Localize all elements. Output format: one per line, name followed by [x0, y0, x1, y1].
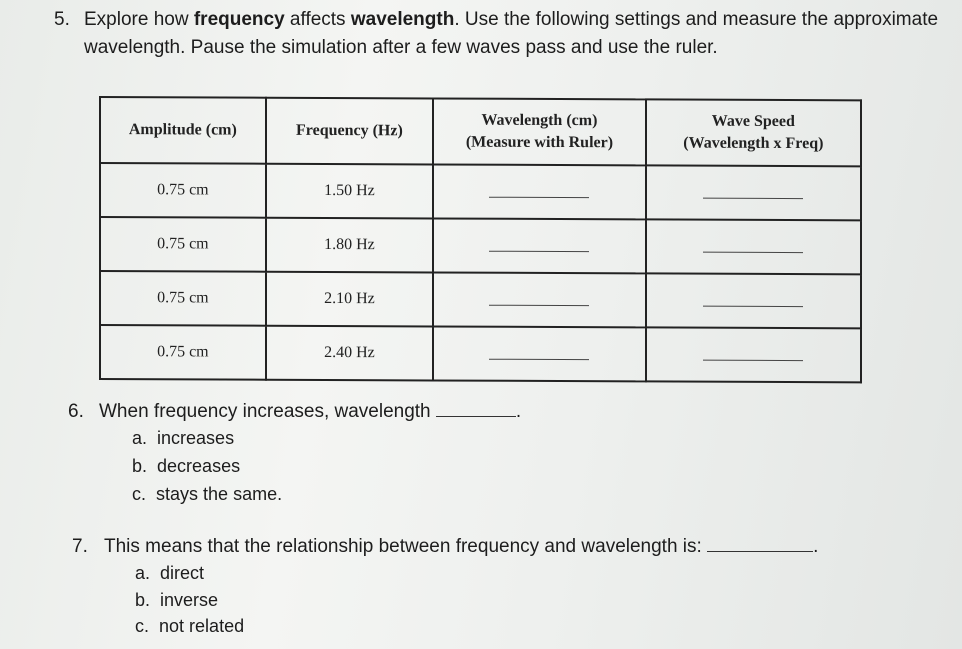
answer-blank[interactable] — [703, 182, 803, 199]
question-6-option-c[interactable]: c. stays the same. — [132, 484, 283, 504]
keyword-wavelength: wavelength — [350, 9, 455, 30]
question-7-option-a[interactable]: a. direct — [135, 563, 205, 583]
question-7-option-b[interactable]: b. inverse — [135, 590, 219, 610]
answer-blank[interactable] — [489, 235, 589, 252]
question-6-number: 6. — [68, 401, 84, 422]
keyword-frequency: frequency — [193, 9, 285, 30]
wavelength-answer-cell[interactable] — [433, 164, 646, 219]
table-row — [100, 325, 861, 382]
table-row — [100, 217, 861, 274]
header-frequency: Frequency (Hz) — [266, 98, 433, 165]
question-5-number: 5. — [54, 9, 70, 30]
answer-blank[interactable] — [489, 289, 589, 306]
frequency-cell: 2.40 Hz — [266, 326, 433, 381]
header-wave-speed: Wave Speed (Wavelength x Freq) — [646, 99, 861, 166]
answer-blank[interactable] — [703, 290, 803, 307]
answer-blank[interactable] — [707, 537, 813, 552]
amplitude-cell: 0.75 cm — [100, 163, 266, 218]
amplitude-cell: 0.75 cm — [100, 217, 266, 272]
answer-blank[interactable] — [489, 343, 589, 360]
wavelength-answer-cell[interactable] — [433, 272, 646, 327]
frequency-cell: 1.50 Hz — [266, 164, 433, 219]
question-7-option-c[interactable]: c. not related — [135, 616, 245, 636]
question-6-option-a[interactable]: a. increases — [132, 428, 235, 448]
answer-blank[interactable] — [489, 181, 589, 198]
wavelength-answer-cell[interactable] — [433, 326, 646, 381]
header-amplitude: Amplitude (cm) — [100, 97, 266, 164]
frequency-cell: 1.80 Hz — [266, 218, 433, 273]
answer-blank[interactable] — [703, 236, 803, 253]
question-6-option-b[interactable]: b. decreases — [132, 456, 241, 476]
wave-speed-answer-cell[interactable] — [646, 273, 861, 328]
wavelength-answer-cell[interactable] — [433, 218, 646, 273]
header-wavelength: Wavelength (cm) (Measure with Ruler) — [433, 98, 646, 165]
table-row — [100, 163, 861, 220]
answer-blank[interactable] — [703, 344, 803, 361]
wave-speed-answer-cell[interactable] — [646, 165, 861, 220]
frequency-cell: 2.10 Hz — [266, 272, 433, 327]
amplitude-cell: 0.75 cm — [100, 271, 266, 326]
question-7-text: This means that the relationship between frequency and wavelength is: . — [104, 536, 819, 557]
question-6-text: When frequency increases, wavelength . — [99, 401, 522, 422]
table-row — [100, 271, 861, 328]
frequency-wavelength-table — [99, 96, 862, 383]
answer-blank[interactable] — [436, 402, 516, 417]
question-7-number: 7. — [72, 536, 88, 557]
wave-speed-answer-cell[interactable] — [646, 327, 861, 382]
question-5-text: Explore how frequency affects wavelength. Use the following settings and measure the approximate wavelength. Pause the simulation after a few waves pass and use the ruler. — [84, 9, 939, 58]
amplitude-cell: 0.75 cm — [100, 325, 266, 380]
table-header-row — [100, 97, 861, 166]
wave-speed-answer-cell[interactable] — [646, 219, 861, 274]
